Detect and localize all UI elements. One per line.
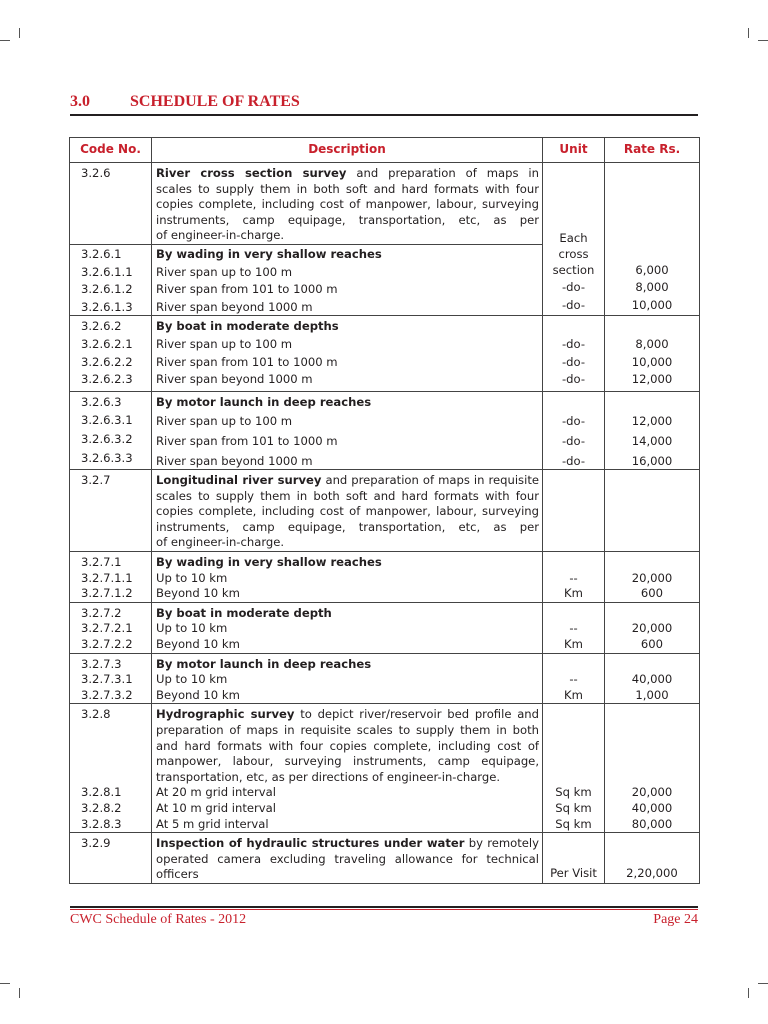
rate-value: 80,000	[631, 816, 673, 831]
item-title: Inspection of hydraulic structures under water	[156, 836, 465, 851]
item-title: Hydrographic survey	[156, 707, 295, 722]
item-code: 3.2.7	[81, 473, 111, 488]
rate-value: 2,20,000	[626, 866, 678, 881]
table-header-row	[70, 138, 700, 163]
unit-value: -do-	[561, 354, 586, 369]
group-title: By boat in moderate depth	[156, 605, 332, 620]
table-row: 3.2.9 Inspection of hydraulic structures under water by remotely operated camera excluding traveling allowance for technical officers Per Visit 2,20,000	[70, 833, 700, 884]
rate-value: 40,000	[631, 672, 673, 687]
unit-value: --	[569, 570, 578, 585]
unit-value: Per Visit	[550, 866, 597, 881]
unit-value: -do-	[561, 297, 586, 312]
unit-value: Sq km	[555, 800, 592, 815]
rate-value: 20,000	[631, 785, 673, 800]
unit-value: section	[552, 262, 595, 277]
unit-value: -do-	[561, 433, 586, 448]
rate-value: 600	[640, 637, 664, 652]
unit-value: --	[569, 621, 578, 636]
rate-value: 14,000	[631, 433, 673, 448]
crop-mark	[19, 988, 20, 998]
section-title: SCHEDULE OF RATES	[130, 93, 300, 110]
group-title: By wading in very shallow reaches	[156, 246, 382, 261]
table-row: 3.2.7 Longitudinal river survey and preparation of maps in requisite scales to supply them in both soft and hard formats with four copies complete, including cost of manpower, labour, surveying instruments, camp equipage, transportation, etc, as per of engineer-in-charge.	[70, 470, 700, 552]
item-code: 3.2.6	[81, 166, 111, 180]
unit-value: --	[569, 672, 578, 687]
table-row: 3.2.8 3.2.8.1 3.2.8.2 3.2.8.3 Hydrographic survey to depict river/reservoir bed profile and preparation of maps in requisite scales to supply them in both and hard formats with four copies complete, including cost of manpower, labour, surveying instruments, camp equipage, transportation, etc, as per directions of engineer-in-charge. At 20 m grid interval At 10 m grid interval At 5 m grid interval Sq km Sq km Sq km 20,000 40,000 80,000	[70, 704, 700, 833]
footer-rule	[70, 906, 698, 908]
unit-value: Km	[564, 637, 583, 652]
rate-value: 40,000	[631, 800, 673, 815]
rate-value: 8,000	[635, 280, 669, 295]
unit-value: cross	[558, 246, 589, 261]
header-rate: Rate Rs.	[605, 138, 700, 163]
unit-value: -do-	[561, 280, 586, 295]
table-row: 3.2.6.1 3.2.6.1.1 3.2.6.1.2 3.2.6.1.3 By wading in very shallow reaches River span up to 100 m River span from 101 to 1000 m River span beyond 1000 m	[70, 244, 700, 315]
table-row: 3.2.7.1 3.2.7.1.1 3.2.7.1.2 By wading in very shallow reaches Up to 10 km Beyond 10 km -- Km 20,000 600	[70, 552, 700, 603]
crop-mark	[0, 983, 10, 984]
unit-value: Sq km	[555, 816, 592, 831]
heading-rule	[70, 114, 698, 116]
group-title: By motor launch in deep reaches	[156, 394, 372, 409]
unit-value: -do-	[561, 414, 586, 429]
unit-value: -do-	[561, 372, 586, 387]
item-code: 3.2.9	[81, 836, 111, 851]
item-title: River cross section survey	[156, 166, 347, 180]
header-code: Code No.	[70, 138, 152, 163]
unit-value: Each	[559, 231, 588, 246]
table-row: 3.2.6.2 3.2.6.2.1 3.2.6.2.2 3.2.6.2.3 By boat in moderate depths River span up to 100 m River span from 101 to 1000 m River span beyond 1000 m -do- -do- -do- 8,000 10,000 12,000	[70, 316, 700, 391]
header-unit: Unit	[543, 138, 605, 163]
section-number: 3.0	[70, 93, 90, 110]
rate-value: 20,000	[631, 570, 673, 585]
footer-rule	[70, 909, 698, 910]
rate-value: 10,000	[631, 354, 673, 369]
unit-value: -do-	[561, 453, 586, 468]
group-title: By wading in very shallow reaches	[156, 555, 382, 570]
rate-value: 8,000	[635, 336, 669, 351]
crop-mark	[19, 28, 20, 38]
group-title: By boat in moderate depths	[156, 319, 339, 334]
rate-value: 600	[640, 586, 664, 601]
crop-mark	[0, 40, 10, 41]
item-code: 3.2.8	[81, 707, 111, 722]
crop-mark	[748, 28, 749, 38]
footer-page-number: Page 24	[653, 912, 698, 927]
table-row: 3.2.7.3 3.2.7.3.1 3.2.7.3.2 By motor launch in deep reaches Up to 10 km Beyond 10 km -- Km 40,000 1,000	[70, 653, 700, 704]
group-title: By motor launch in deep reaches	[156, 656, 372, 671]
crop-mark	[758, 40, 768, 41]
rate-value: 12,000	[631, 414, 673, 429]
table-row: 3.2.6.3 3.2.6.3.1 3.2.6.3.2 3.2.6.3.3 By motor launch in deep reaches River span up to 100 m River span from 101 to 1000 m River span beyond 1000 m -do- -do- -do- 12,000 14,000 16,000	[70, 391, 700, 469]
unit-value: Km	[564, 687, 583, 702]
crop-mark	[748, 988, 749, 998]
rate-value: 12,000	[631, 372, 673, 387]
rate-value: 20,000	[631, 621, 673, 636]
unit-value: Sq km	[555, 785, 592, 800]
crop-mark	[758, 983, 768, 984]
unit-value: -do-	[561, 336, 586, 351]
rate-value: 16,000	[631, 453, 673, 468]
header-description: Description	[152, 138, 543, 163]
rate-value: 1,000	[635, 687, 669, 702]
unit-value: Km	[564, 586, 583, 601]
rate-value: 6,000	[635, 262, 669, 277]
footer-document-title: CWC Schedule of Rates - 2012	[70, 912, 247, 927]
table-row: 3.2.7.2 3.2.7.2.1 3.2.7.2.2 By boat in moderate depth Up to 10 km Beyond 10 km -- Km 20,000 600	[70, 602, 700, 653]
schedule-table	[69, 137, 700, 884]
rate-value: 10,000	[631, 297, 673, 312]
table-row: 3.2.6 River cross section survey and preparation of maps in scales to supply them in both soft and hard formats with four copies complete, including cost of manpower, labour, surveying instruments, camp equipage, transportation, etc, as per of engineer-in-charge. Each cross section -do- -do- 6,000 8,000 10,000	[70, 163, 700, 245]
item-title: Longitudinal river survey	[156, 473, 322, 488]
